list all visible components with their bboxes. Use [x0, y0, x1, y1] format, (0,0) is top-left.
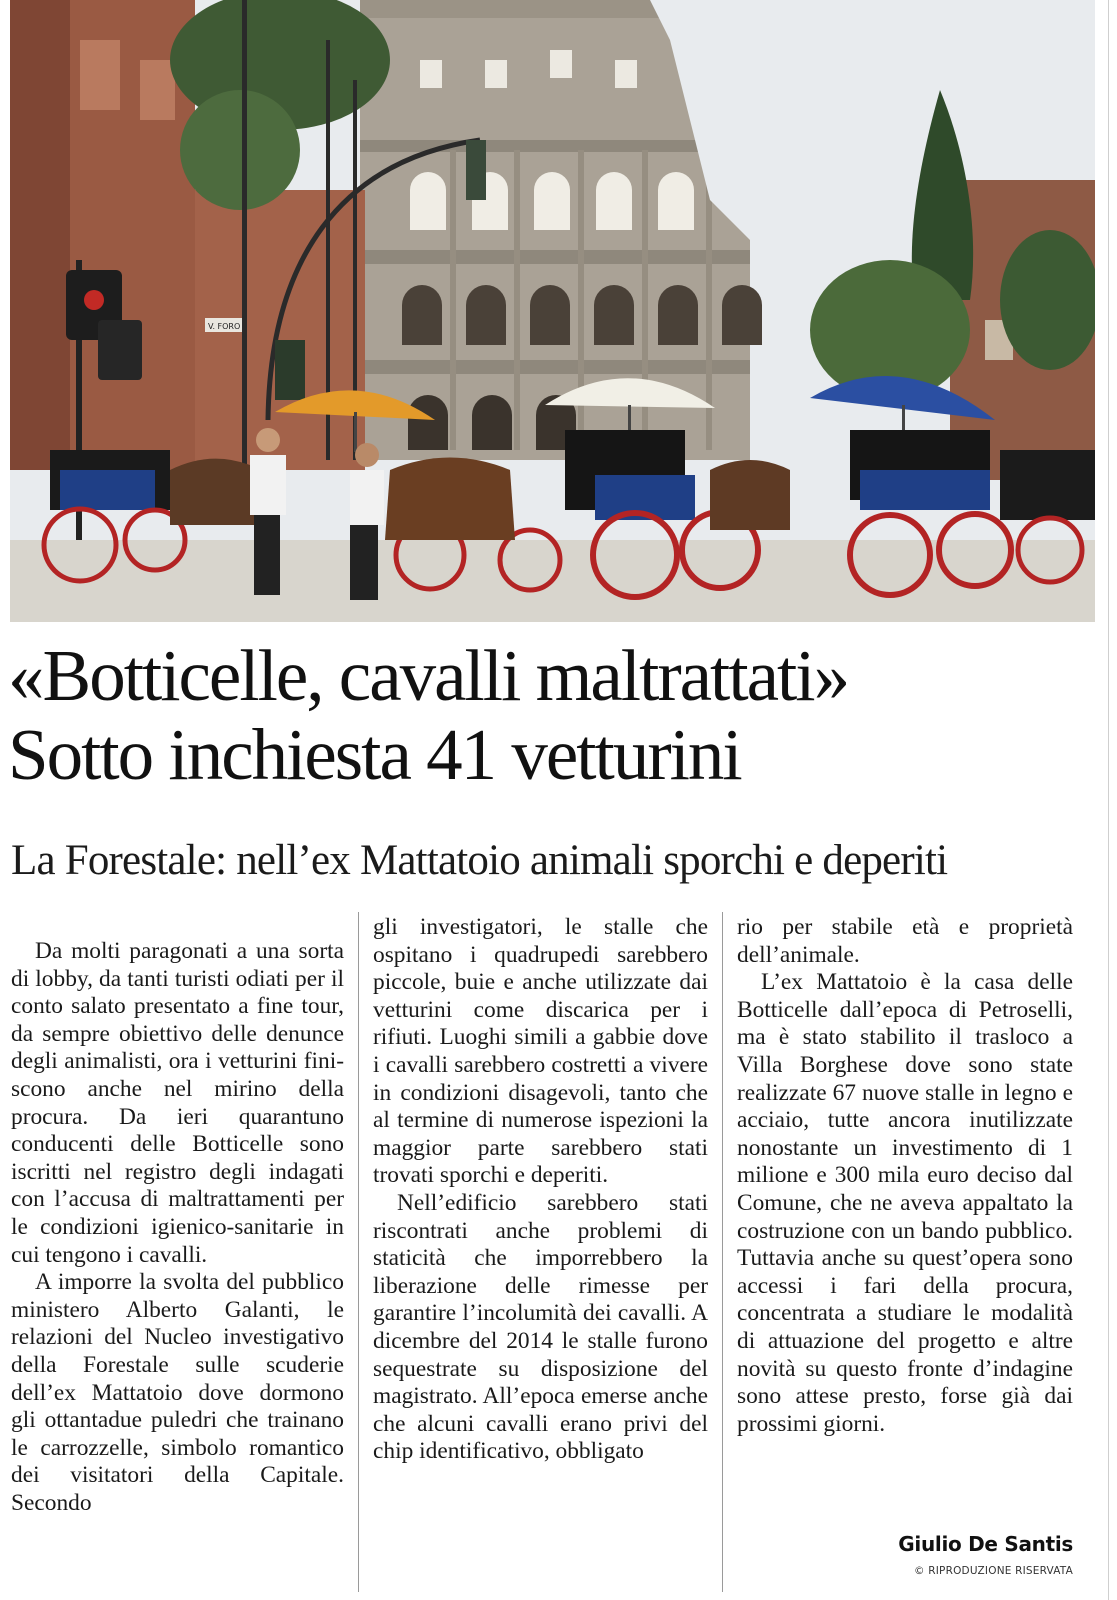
subheadline: La Forestale: nell’ex Mattatoio animali sporchi e deperiti [11, 837, 948, 884]
article-column-2 [373, 914, 708, 1466]
column-rule-2 [722, 912, 723, 1592]
paragraph-3-start: Nell’edificio sarebbero stati riscontrati anche problemi di staticità che imporrebbero la liberazione delle rimesse per garantire l’incolumità dei cavalli. A dicembre del 2014 le stalle furono sequestrate su disposizione del magistrato. All’epoca emerse anche che alcuni cavalli erano privi del chip identificativo, obbligato [373, 1189, 708, 1465]
article-column-3 [737, 914, 1073, 1438]
photo-street-sign: V. FORO [208, 322, 241, 331]
paragraph-1: Da molti paragonati a una sorta di lobby, da tanti turisti odiati per il conto salato presentato a fine tour, da sempre obiettivo delle denunce degli animalisti, ora i vetturini finiscono anche nel mirino della procura. Da ieri quarantuno conducenti delle Botticelle sono iscritti nel registro degli indagati con l’accusa di maltrattamenti per le condizioni igienico-sanitarie in cui tengono i cavalli. [11, 938, 344, 1268]
article-column-1 [11, 938, 344, 1517]
paragraph-4: L’ex Mattatoio è la casa delle Botticelle dall’epoca di Petroselli, ma è stato stabilito il trasloco a Villa Borghese dove sono state realizzate 67 nuove stalle in legno e acciaio, tutte ancora inutilizzate nonostante un investimento di 1 milione e 300 mila euro deciso dal Comune, che ne aveva appaltato la costruzione con un bando pubblico. Tuttavia anche su quest’opera sono accessi i fari della procura, concentrata a studiare le modalità di attuazione del progetto e altre novità su questo fronte d’indagine sono attese presto, forse già dai prossimi giorni. [737, 969, 1073, 1437]
copyright-notice: © RIPRODUZIONE RISERVATA [914, 1565, 1073, 1577]
paragraph-2-start: A imporre la svolta del pubblico ministero Alberto Galanti, le relazioni del Nucleo investigativo della Forestale sulle scuderie dell’ex Mattatoio dove dormono gli ottantadue puledri che trainano le carrozzelle, simbolo romantico dei visitatori della Capitale. Secondo [11, 1269, 344, 1516]
column-rule-1 [358, 912, 359, 1592]
colosseum [360, 0, 762, 460]
headline-line-2: Sotto inchiesta 41 vetturini [8, 714, 741, 795]
paragraph-2-continued: gli investigatori, le stalle che ospitano i quadrupedi sarebbero piccole, buie e anche utilizzate dai vetturini come discarica per i rifiuti. Luoghi simili a gabbie dove i cavalli sarebbero costretti a vivere in condizioni disagevoli, tanto che al termine di numerose ispezioni la maggior parte sarebbero stati trovati sporchi e deperiti. [373, 914, 708, 1189]
person-white-shirt [250, 455, 286, 515]
author-byline: Giulio De Santis [898, 1532, 1073, 1556]
headline-line-1: «Botticelle, cavalli maltrattati» [8, 635, 849, 716]
paragraph-3-continued: rio per stabile età e proprietà dell’animale. [737, 914, 1073, 968]
article-photo [10, 0, 1095, 622]
page-edge-rule [1108, 0, 1109, 1600]
headline [8, 636, 1098, 794]
traffic-light-hanging [466, 140, 486, 200]
horse [170, 459, 260, 525]
